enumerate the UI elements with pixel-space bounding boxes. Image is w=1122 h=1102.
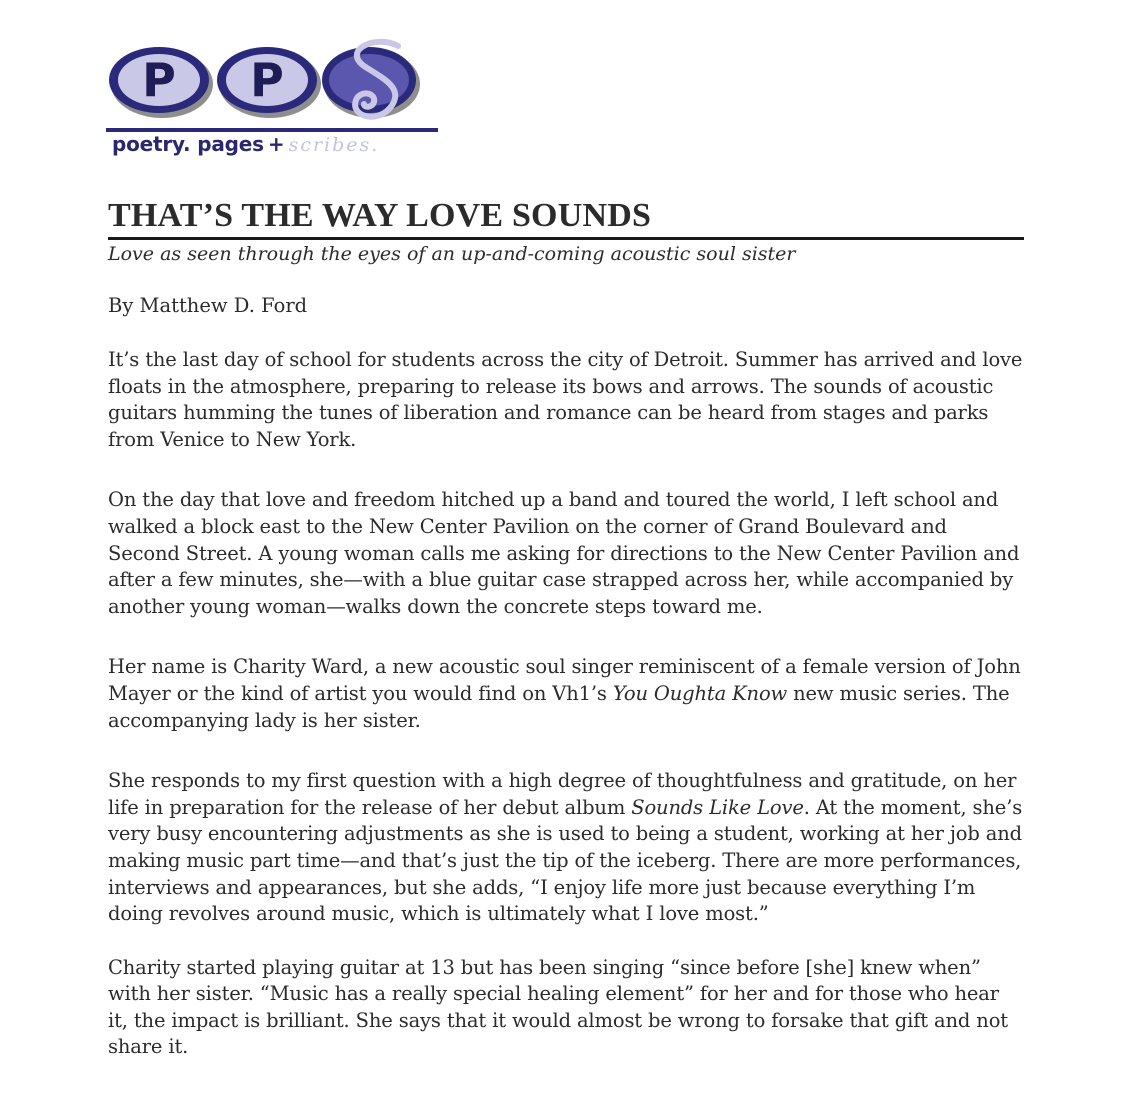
body-paragraph: Charity started playing guitar at 13 but has been singing “since before [she] knew when” with her sister. “Music has a really special healing element” for her and for those who hear it, the impact is brilliant. She says that it would almost be wrong to forsake that gift and not share it. bbox=[108, 955, 1008, 1059]
article-subtitle: Love as seen through the eyes of an up-and-coming acoustic soul sister bbox=[108, 243, 796, 265]
logo-ovals-graphic bbox=[106, 38, 446, 138]
paragraph-italic-title: Sounds Like Love bbox=[631, 795, 804, 819]
logo-oval-p1 bbox=[109, 47, 209, 113]
paragraph-text: . At the moment, she’s very busy encountering adjustments as she is used to being a student, working at her job and making music part time—and that’s just the tip of the iceberg. There are more performances, interviews and appearances, but she adds, “I enjoy life more just because everything I’m doing revolves around music, which is ultimately what I love most.” bbox=[108, 795, 1023, 926]
paragraph-text: Her name is Charity Ward, a new acoustic soul singer reminiscent of a female version of John Mayer or the kind of artist you would find on Vh1’s bbox=[108, 655, 1021, 705]
body-paragraph: It’s the last day of school for students across the city of Detroit. Summer has arrived and love floats in the atmosphere, preparing to release its bows and arrows. The sounds of acoustic guitars humming the tunes of liberation and romance can be heard from stages and parks from Venice to New York. bbox=[108, 348, 1023, 451]
paragraph-italic-title: You Oughta Know bbox=[612, 681, 788, 705]
logo-letter-p2: P bbox=[250, 53, 284, 107]
headline-rule bbox=[108, 237, 1024, 240]
logo-caption-plus: + bbox=[267, 132, 285, 156]
logo-letter-p1: P bbox=[142, 53, 176, 107]
paragraph-text: She responds to my first question with a high degree of thoughtfulness and gratitude, on her life in preparation for the release of her debut album bbox=[108, 769, 1017, 819]
logo-caption bbox=[112, 134, 379, 155]
article-byline: By Matthew D. Ford bbox=[108, 294, 308, 317]
logo-caption-main: poetry. pages bbox=[112, 132, 264, 156]
article-body bbox=[108, 347, 1024, 1088]
pps-logo bbox=[106, 38, 446, 160]
logo-oval-p2 bbox=[217, 47, 317, 113]
body-paragraph bbox=[108, 768, 1024, 928]
logo-caption-scribes: scribes. bbox=[288, 134, 380, 156]
paragraph-text: new music series. The accompanying lady is her sister. bbox=[108, 681, 1010, 732]
article-headline: THAT’S THE WAY LOVE SOUNDS bbox=[108, 197, 652, 234]
body-paragraph: On the day that love and freedom hitched up a band and toured the world, I left school and walked a block east to the New Center Pavilion on the corner of Grand Boulevard and Second Street. A young woman calls me asking for directions to the New Center Pavilion and after a few minutes, she—with a blue guitar case strapped across her, while accompanied by another young woman—walks down the concrete steps toward me. bbox=[108, 488, 1020, 618]
body-paragraph bbox=[108, 654, 1024, 734]
